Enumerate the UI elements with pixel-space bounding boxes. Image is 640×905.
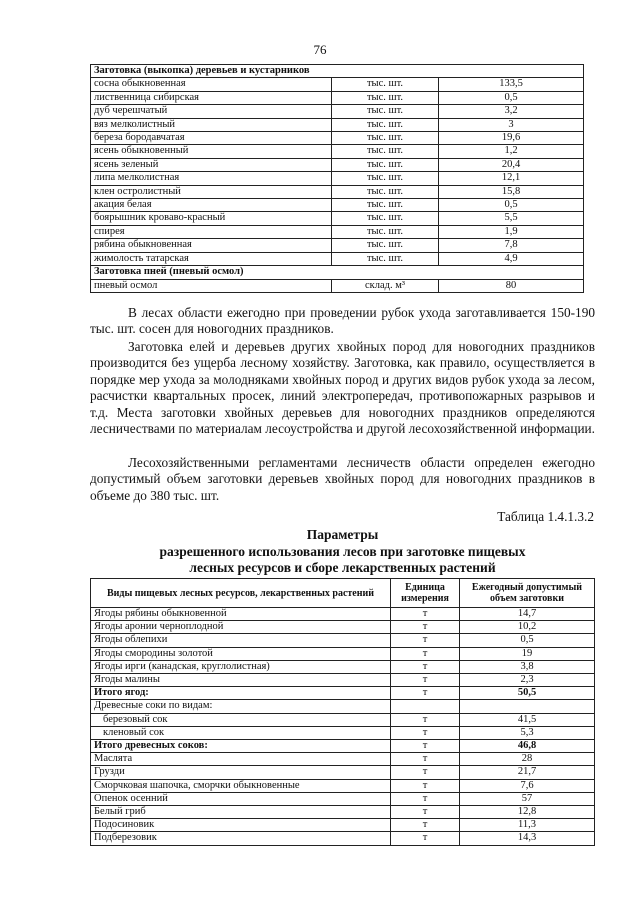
- row-name: Сморчковая шапочка, сморчки обыкновенные: [91, 779, 391, 792]
- row-name: кленовый сок: [91, 726, 391, 739]
- row-unit: тыс. шт.: [332, 158, 439, 171]
- row-name: боярышник кроваво-красный: [91, 212, 332, 225]
- section-title: Заготовка пней (пневый осмол): [91, 266, 584, 279]
- row-name: акация белая: [91, 199, 332, 212]
- table-row: [91, 766, 595, 779]
- row-name: Итого ягод:: [91, 687, 391, 700]
- table-row: [91, 78, 584, 91]
- row-unit: тыс. шт.: [332, 185, 439, 198]
- row-value: 10,2: [460, 621, 595, 634]
- row-unit: тыс. шт.: [332, 105, 439, 118]
- row-unit: т: [391, 832, 460, 845]
- row-name: Маслята: [91, 753, 391, 766]
- table-row: [91, 647, 595, 660]
- row-value: 1,2: [439, 145, 584, 158]
- row-name: Белый гриб: [91, 806, 391, 819]
- table-row: [91, 700, 595, 713]
- row-name: жимолость татарская: [91, 252, 332, 265]
- paragraph-text: В лесах области ежегодно при проведении рубок ухода заготавливается 150-190 тыс. шт. сосен для новогодних праздников.: [90, 305, 595, 337]
- row-name: рябина обыкновенная: [91, 239, 332, 252]
- row-unit: тыс. шт.: [332, 252, 439, 265]
- row-value: 12,1: [439, 172, 584, 185]
- row-value: 7,6: [460, 779, 595, 792]
- table-row: [91, 279, 584, 292]
- table-row: [91, 212, 584, 225]
- row-unit: т: [391, 608, 460, 621]
- row-unit: [391, 700, 460, 713]
- row-unit: т: [391, 660, 460, 673]
- row-unit: т: [391, 713, 460, 726]
- row-unit: т: [391, 687, 460, 700]
- row-value: 46,8: [460, 740, 595, 753]
- row-unit: тыс. шт.: [332, 78, 439, 91]
- row-unit: тыс. шт.: [332, 212, 439, 225]
- table-row: [91, 608, 595, 621]
- row-value: 0,5: [460, 634, 595, 647]
- table-section-header: [91, 266, 584, 279]
- row-name: Ягоды малины: [91, 674, 391, 687]
- paragraph: [90, 305, 595, 338]
- row-unit: тыс. шт.: [332, 199, 439, 212]
- row-value: 15,8: [439, 185, 584, 198]
- table-row: [91, 634, 595, 647]
- row-value: 50,5: [460, 687, 595, 700]
- row-unit: склад. м³: [332, 279, 439, 292]
- row-name: березовый сок: [91, 713, 391, 726]
- row-name: Ягоды рябины обыкновенной: [91, 608, 391, 621]
- row-value: 19: [460, 647, 595, 660]
- table-row: [91, 819, 595, 832]
- row-name: вяз мелколистный: [91, 118, 332, 131]
- table-row: [91, 806, 595, 819]
- table-title: [90, 527, 595, 577]
- table-row: [91, 753, 595, 766]
- table-row: [91, 145, 584, 158]
- row-value: 5,3: [460, 726, 595, 739]
- row-unit: т: [391, 792, 460, 805]
- table-row: [91, 185, 584, 198]
- row-name: дуб черешчатый: [91, 105, 332, 118]
- row-value: 14,3: [460, 832, 595, 845]
- table-row: [91, 252, 584, 265]
- row-value: 3,8: [460, 660, 595, 673]
- row-value: [460, 700, 595, 713]
- table-total-row: [91, 740, 595, 753]
- row-value: 28: [460, 753, 595, 766]
- table-row: [91, 132, 584, 145]
- table-total-row: [91, 687, 595, 700]
- row-unit: т: [391, 621, 460, 634]
- table-row: [91, 105, 584, 118]
- row-name: Подосиновик: [91, 819, 391, 832]
- harvest-trees-table: [90, 64, 584, 293]
- row-value: 80: [439, 279, 584, 292]
- row-value: 14,7: [460, 608, 595, 621]
- row-name: береза бородавчатая: [91, 132, 332, 145]
- row-unit: т: [391, 819, 460, 832]
- row-name: Ягоды облепихи: [91, 634, 391, 647]
- row-unit: т: [391, 766, 460, 779]
- page-number: 76: [313, 42, 327, 57]
- row-name: ясень обыкновенный: [91, 145, 332, 158]
- header-annual-volume: Ежегодный допустимый объем заготовки: [460, 579, 595, 608]
- table-row: [91, 199, 584, 212]
- header-unit: Единица измерения: [391, 579, 460, 608]
- row-value: 11,3: [460, 819, 595, 832]
- table-row: [91, 91, 584, 104]
- row-unit: тыс. шт.: [332, 172, 439, 185]
- row-unit: т: [391, 806, 460, 819]
- table-row: [91, 225, 584, 238]
- row-name: Ягоды аронии черноплодной: [91, 621, 391, 634]
- row-unit: т: [391, 753, 460, 766]
- row-name: Древесные соки по видам:: [91, 700, 391, 713]
- row-name: Подберезовик: [91, 832, 391, 845]
- row-name: Опенок осенний: [91, 792, 391, 805]
- row-name: Грузди: [91, 766, 391, 779]
- paragraph-text: Лесохозяйственными регламентами лесничеств области определен ежегодно допустимый объем заготовки деревьев хвойных пород для новогодних праздников в объеме до 380 тыс. шт.: [90, 455, 595, 503]
- table-caption: Таблица 1.4.1.3.2: [497, 509, 594, 524]
- header-resource-type: Виды пищевых лесных ресурсов, лекарственных растений: [91, 579, 391, 608]
- table-row: [91, 118, 584, 131]
- row-name: спирея: [91, 225, 332, 238]
- table-title-line: Параметры: [306, 527, 379, 542]
- row-unit: тыс. шт.: [332, 118, 439, 131]
- row-value: 7,8: [439, 239, 584, 252]
- row-value: 4,9: [439, 252, 584, 265]
- table-row: [91, 674, 595, 687]
- row-unit: т: [391, 779, 460, 792]
- table-title-line: лесных ресурсов и сборе лекарственных растений: [189, 560, 496, 575]
- paragraph-text: Заготовка елей и деревьев других хвойных пород для новогодних праздников производится без ущерба лесному хозяйству. Заготовка, как правило, осуществляется в порядке мер ухода за молодняками хвойных пород и других видов рубок ухода за лесом, расчистки квартальных просек, линий электропередач, противопожарных разрывов и т.д. Места заготовки хвойных деревьев для новогодних праздников определяются лесничествами по материалам лесоустройства и другой лесохозяйственной информации.: [90, 339, 596, 437]
- row-unit: т: [391, 634, 460, 647]
- row-unit: тыс. шт.: [332, 225, 439, 238]
- row-value: 41,5: [460, 713, 595, 726]
- table-title-line: разрешенного использования лесов при заготовке пищевых: [159, 543, 526, 559]
- food-resources-table: [90, 578, 595, 846]
- row-name: липа мелколистная: [91, 172, 332, 185]
- row-unit: тыс. шт.: [332, 239, 439, 252]
- table-row: [91, 172, 584, 185]
- row-name: ясень зеленый: [91, 158, 332, 171]
- table-row: [91, 792, 595, 805]
- row-value: 5,5: [439, 212, 584, 225]
- row-value: 2,3: [460, 674, 595, 687]
- row-name: Ягоды ирги (канадская, круглолистная): [91, 660, 391, 673]
- row-name: сосна обыкновенная: [91, 78, 332, 91]
- row-value: 1,9: [439, 225, 584, 238]
- row-value: 0,5: [439, 199, 584, 212]
- table-row: [91, 660, 595, 673]
- row-value: 57: [460, 792, 595, 805]
- row-name: Итого древесных соков:: [91, 740, 391, 753]
- table-row: [91, 832, 595, 845]
- row-unit: тыс. шт.: [332, 132, 439, 145]
- row-value: 3,2: [439, 105, 584, 118]
- table-row: [91, 158, 584, 171]
- paragraph: [90, 339, 595, 437]
- section-title: Заготовка (выкопка) деревьев и кустарников: [91, 65, 584, 78]
- row-value: 12,8: [460, 806, 595, 819]
- row-value: 0,5: [439, 91, 584, 104]
- table-section-header: [91, 65, 584, 78]
- row-value: 3: [439, 118, 584, 131]
- row-value: 133,5: [439, 78, 584, 91]
- row-name: лиственница сибирская: [91, 91, 332, 104]
- row-value: 20,4: [439, 158, 584, 171]
- table-row: [91, 779, 595, 792]
- row-unit: т: [391, 647, 460, 660]
- table-row: [91, 713, 595, 726]
- table-row: [91, 621, 595, 634]
- row-name: клен остролистный: [91, 185, 332, 198]
- table-header-row: [91, 579, 595, 608]
- row-value: 21,7: [460, 766, 595, 779]
- table-row: [91, 726, 595, 739]
- paragraph: [90, 455, 595, 504]
- row-name: пневый осмол: [91, 279, 332, 292]
- row-unit: тыс. шт.: [332, 91, 439, 104]
- row-unit: т: [391, 674, 460, 687]
- row-unit: т: [391, 726, 460, 739]
- row-name: Ягоды смородины золотой: [91, 647, 391, 660]
- table-row: [91, 239, 584, 252]
- row-value: 19,6: [439, 132, 584, 145]
- row-unit: тыс. шт.: [332, 145, 439, 158]
- row-unit: т: [391, 740, 460, 753]
